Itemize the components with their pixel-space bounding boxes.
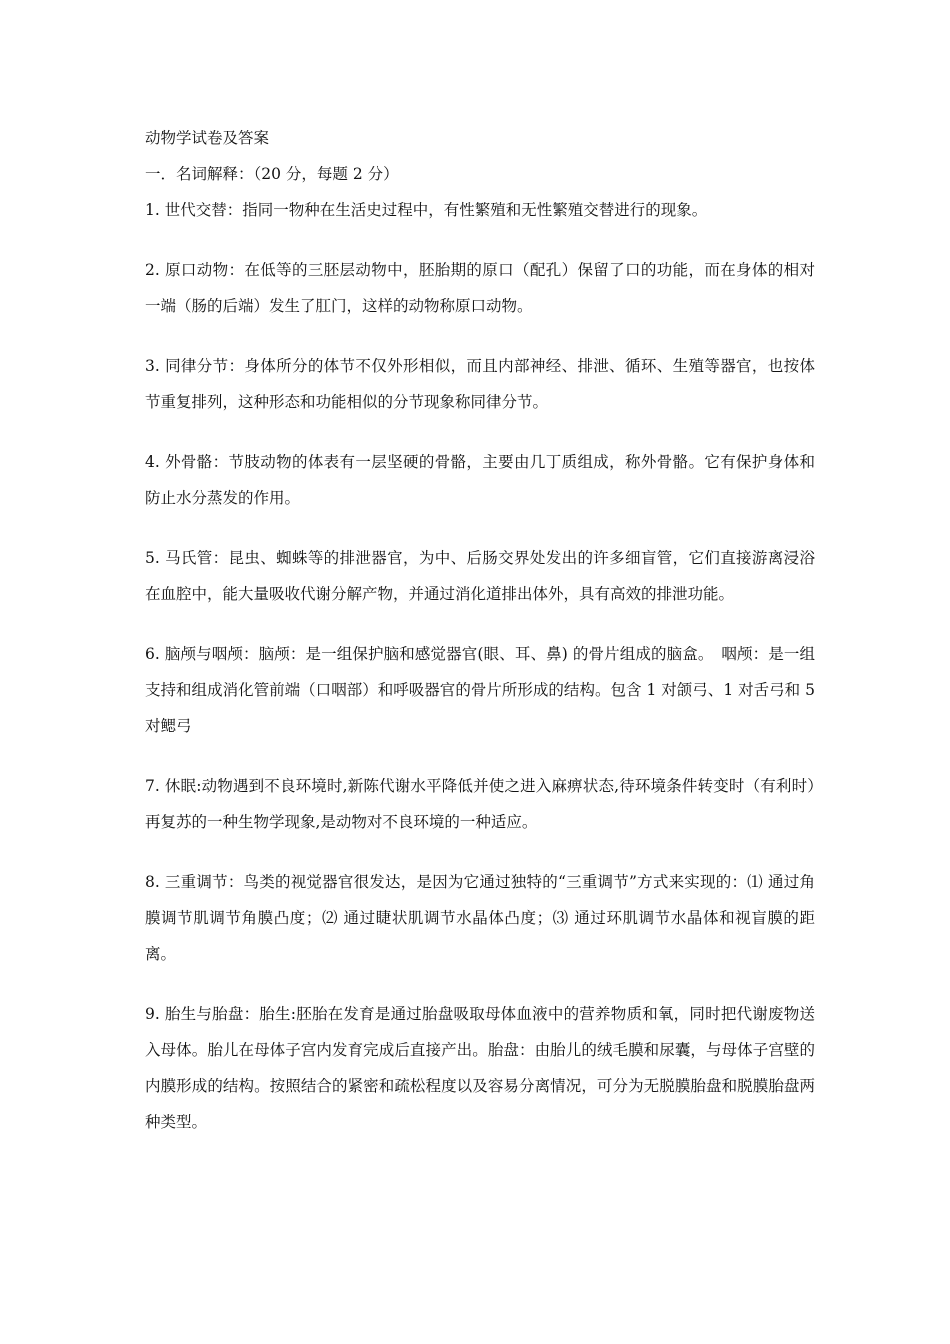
term-definition: 9. 胎生与胎盘：胎生:胚胎在发育是通过胎盘吸取母体血液中的营养物质和氧，同时把代谢废物送入母体。胎儿在母体子宫内发育完成后直接产出。胎盘：由胎儿的绒毛膜和尿囊，与母体子宫壁的内膜形成的结构。按照结合的紧密和疏松程度以及容易分离情况，可分为无脱膜胎盘和脱膜胎盘两种类型。 — [145, 1005, 815, 1131]
term-definition: 8. 三重调节：鸟类的视觉器官很发达，是因为它通过独特的“三重调节”方式来实现的：⑴ 通过角膜调节肌调节角膜凸度；⑵ 通过睫状肌调节水晶体凸度；⑶ 通过环肌调节水晶体和视盲膜的距离。 — [145, 873, 815, 963]
term-definition: 4. 外骨骼：节肢动物的体表有一层坚硬的骨骼，主要由几丁质组成，称外骨骼。它有保护身体和防止水分蒸发的作用。 — [145, 453, 815, 507]
term-definition-list — [145, 192, 815, 1140]
document-title: 动物学试卷及答案 — [145, 129, 270, 147]
term-definition: 7. 休眠:动物遇到不良环境时,新陈代谢水平降低并使之进入麻痹状态,待环境条件转变时（有利时）再复苏的一种生物学现象,是动物对不良环境的一种适应。 — [145, 777, 815, 831]
term-definition: 1. 世代交替：指同一物种在生活史过程中，有性繁殖和无性繁殖交替进行的现象。 — [145, 201, 708, 219]
term-definition: 6. 脑颅与咽颅：脑颅：是一组保护脑和感觉器官(眼、耳、鼻) 的骨片组成的脑盒。 咽颅：是一组支持和组成消化管前端（口咽部）和呼吸器官的骨片所形成的结构。包含 1 对颌弓、1 对舌弓和 5 对鳃弓 — [145, 645, 815, 735]
document-body — [145, 120, 815, 1164]
term-definition: 5. 马氏管：昆虫、蜘蛛等的排泄器官，为中、后肠交界处发出的许多细盲管，它们直接游离浸浴在血腔中，能大量吸收代谢分解产物，并通过消化道排出体外，具有高效的排泄功能。 — [145, 549, 815, 603]
term-definition: 3. 同律分节：身体所分的体节不仅外形相似，而且内部神经、排泄、循环、生殖等器官，也按体节重复排列，这种形态和功能相似的分节现象称同律分节。 — [145, 357, 815, 411]
term-definition: 2. 原口动物：在低等的三胚层动物中，胚胎期的原口（配孔）保留了口的功能，而在身体的相对一端（肠的后端）发生了肛门，这样的动物称原口动物。 — [145, 261, 815, 315]
section-heading: 一．名词解释：（20 分，每题 2 分） — [145, 165, 399, 183]
